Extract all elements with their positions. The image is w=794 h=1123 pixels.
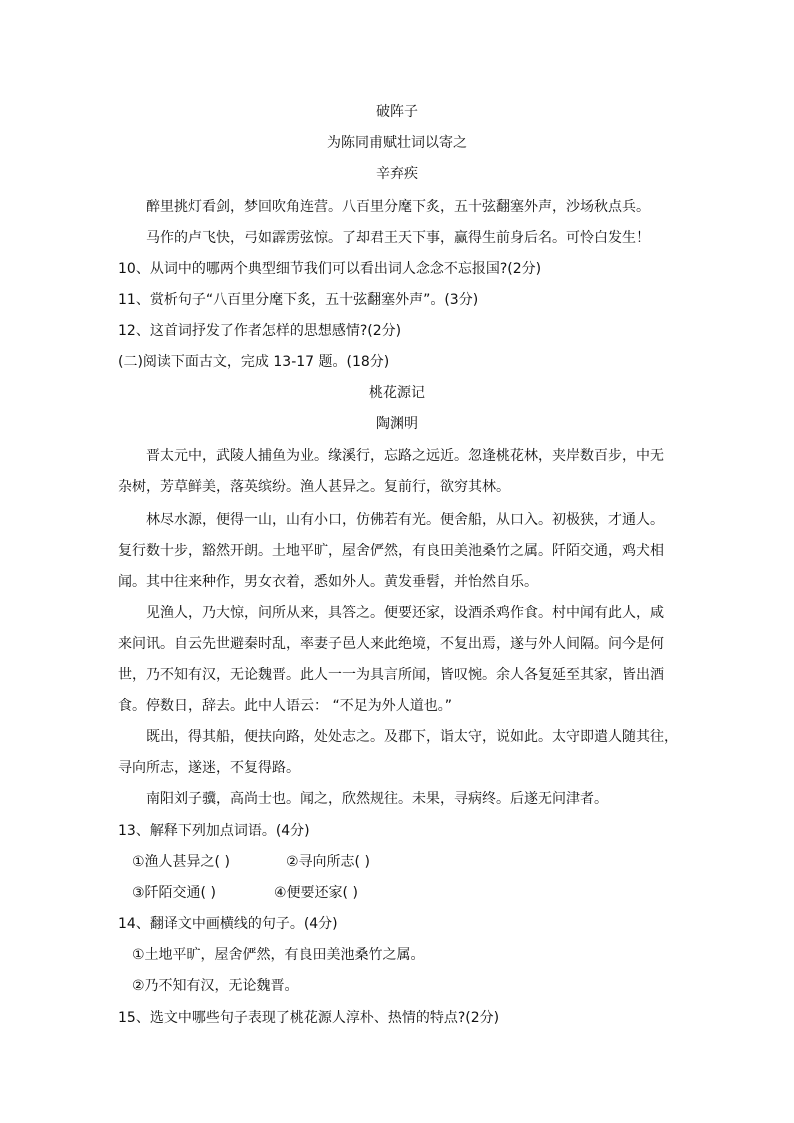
essay-title: 桃花源记 <box>369 385 425 401</box>
poem-title: 破阵子 <box>376 104 418 120</box>
question-12: 12、这首词抒发了作者怎样的思想感情?(2分) <box>118 323 402 339</box>
question-13: 13、解释下列加点词语。(4分) <box>118 823 310 839</box>
essay-line: 林尽水源，便得一山，山有小口，仿佛若有光。便舍船，从口入。初极狭，才通人。 <box>146 512 664 528</box>
essay-line: 见渔人，乃大惊，问所从来，具答之。便要还家，设酒杀鸡作食。村中闻有此人，咸 <box>146 605 664 621</box>
essay-line: 寻向所志，遂迷，不复得路。 <box>118 760 300 776</box>
poem-subtitle: 为陈同甫赋壮词以寄之 <box>327 135 467 151</box>
essay-line: 食。停数日，辞去。此中人语云： “不足为外人道也。” <box>118 698 452 714</box>
essay-author: 陶渊明 <box>376 416 418 432</box>
question-11: 11、赏析句子“八百里分麾下炙，五十弦翻塞外声”。(3分) <box>118 292 479 308</box>
q13-option-2: ②寻向所志( ) <box>286 854 370 870</box>
essay-line: 晋太元中，武陵人捕鱼为业。缘溪行，忘路之远近。忽逢桃花林，夹岸数百步，中无 <box>146 448 664 464</box>
poem-author: 辛弃疾 <box>376 166 418 182</box>
essay-line: 既出，得其船，便扶向路，处处志之。及郡下，诣太守，说如此。太守即遣人随其往， <box>146 729 678 745</box>
section-heading: (二)阅读下面古文，完成 13-17 题。(18分) <box>118 354 390 370</box>
poem-line: 马作的卢飞快，弓如霹雳弦惊。了却君王天下事，赢得生前身后名。可怜白发生！ <box>146 230 650 246</box>
essay-line: 杂树，芳草鲜美，落英缤纷。渔人甚异之。复前行，欲穷其林。 <box>118 479 510 495</box>
essay-line: 复行数十步，豁然开朗。土地平旷，屋舍俨然，有良田美池桑竹之属。阡陌交通，鸡犬相 <box>118 543 664 559</box>
poem-line: 醉里挑灯看剑，梦回吹角连营。八百里分麾下炙，五十弦翻塞外声，沙场秋点兵。 <box>146 199 650 215</box>
question-15: 15、选文中哪些句子表现了桃花源人淳朴、热情的特点?(2分) <box>118 1010 500 1026</box>
q13-option-3: ③阡陌交通( ) <box>132 885 216 901</box>
question-10: 10、从词中的哪两个典型细节我们可以看出词人念念不忘报国?(2分) <box>118 261 542 277</box>
essay-line: 来问讯。自云先世避秦时乱，率妻子邑人来此绝境，不复出焉，遂与外人间隔。问今是何 <box>118 636 664 652</box>
q14-sentence-1: ①土地平旷，屋舍俨然，有良田美池桑竹之属。 <box>132 947 425 963</box>
essay-line: 世，乃不知有汉，无论魏晋。此人一一为具言所闻，皆叹惋。余人各复延至其家，皆出酒 <box>118 667 664 683</box>
q13-option-4: ④便要还家( ) <box>274 885 358 901</box>
q14-sentence-2: ②乃不知有汉，无论魏晋。 <box>132 978 299 994</box>
q13-option-1: ①渔人甚异之( ) <box>132 854 230 870</box>
question-14: 14、翻译文中画横线的句子。(4分) <box>118 916 338 932</box>
essay-line: 南阳刘子骥，高尚士也。闻之，欣然规往。未果，寻病终。后遂无问津者。 <box>146 791 608 807</box>
essay-line: 闻。其中往来种作，男女衣着，悉如外人。黄发垂髫，并怡然自乐。 <box>118 574 538 590</box>
